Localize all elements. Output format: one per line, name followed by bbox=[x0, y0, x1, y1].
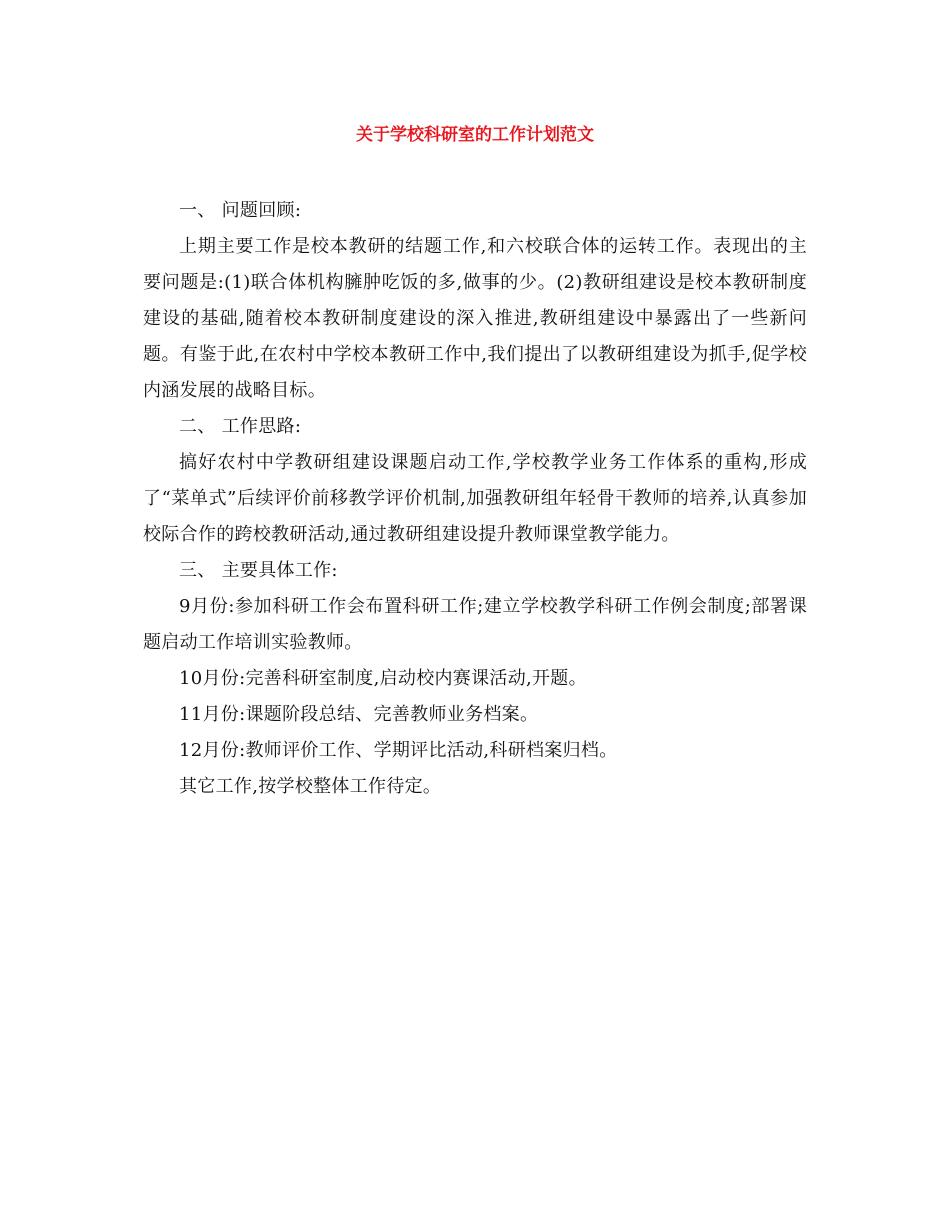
paragraph-december: 12月份:教师评价工作、学期评比活动,科研档案归档。 bbox=[179, 740, 618, 761]
paragraph-september: 9月份:参加科研工作会布置科研工作;建立学校教学科研工作例会制度;部署课题启动工作培训实验教师。 bbox=[143, 596, 807, 653]
paragraph-october: 10月份:完善科研室制度,启动校内赛课活动,开题。 bbox=[179, 668, 587, 689]
paragraph-review: 上期主要工作是校本教研的结题工作,和六校联合体的运转工作。表现出的主要问题是:(1)联合体机构臃肿吃饭的多,做事的少。(2)教研组建设是校本教研制度建设的基础,随着校本教研制度建设的深入推进,教研组建设中暴露出了一些新问题。有鉴于此,在农村中学校本教研工作中,我们提出了以教研组建设为抓手,促学校内涵发展的战略目标。 bbox=[143, 236, 807, 401]
document-title: 关于学校科研室的工作计划范文 bbox=[356, 125, 594, 145]
paragraph-november: 11月份:课题阶段总结、完善教师业务档案。 bbox=[179, 704, 539, 725]
paragraph-approach: 搞好农村中学教研组建设课题启动工作,学校教学业务工作体系的重构,形成了“菜单式”后续评价前移教学评价机制,加强教研组年轻骨干教师的培养,认真参加校际合作的跨校教研活动,通过教研组建设提升教师课堂教学能力。 bbox=[143, 452, 807, 545]
section-heading-approach: 二、 工作思路: bbox=[179, 416, 302, 437]
paragraph-other: 其它工作,按学校整体工作待定。 bbox=[179, 776, 442, 797]
section-heading-tasks: 三、 主要具体工作: bbox=[179, 560, 338, 581]
section-heading-review: 一、 问题回顾: bbox=[179, 200, 302, 221]
document-body bbox=[143, 193, 807, 805]
